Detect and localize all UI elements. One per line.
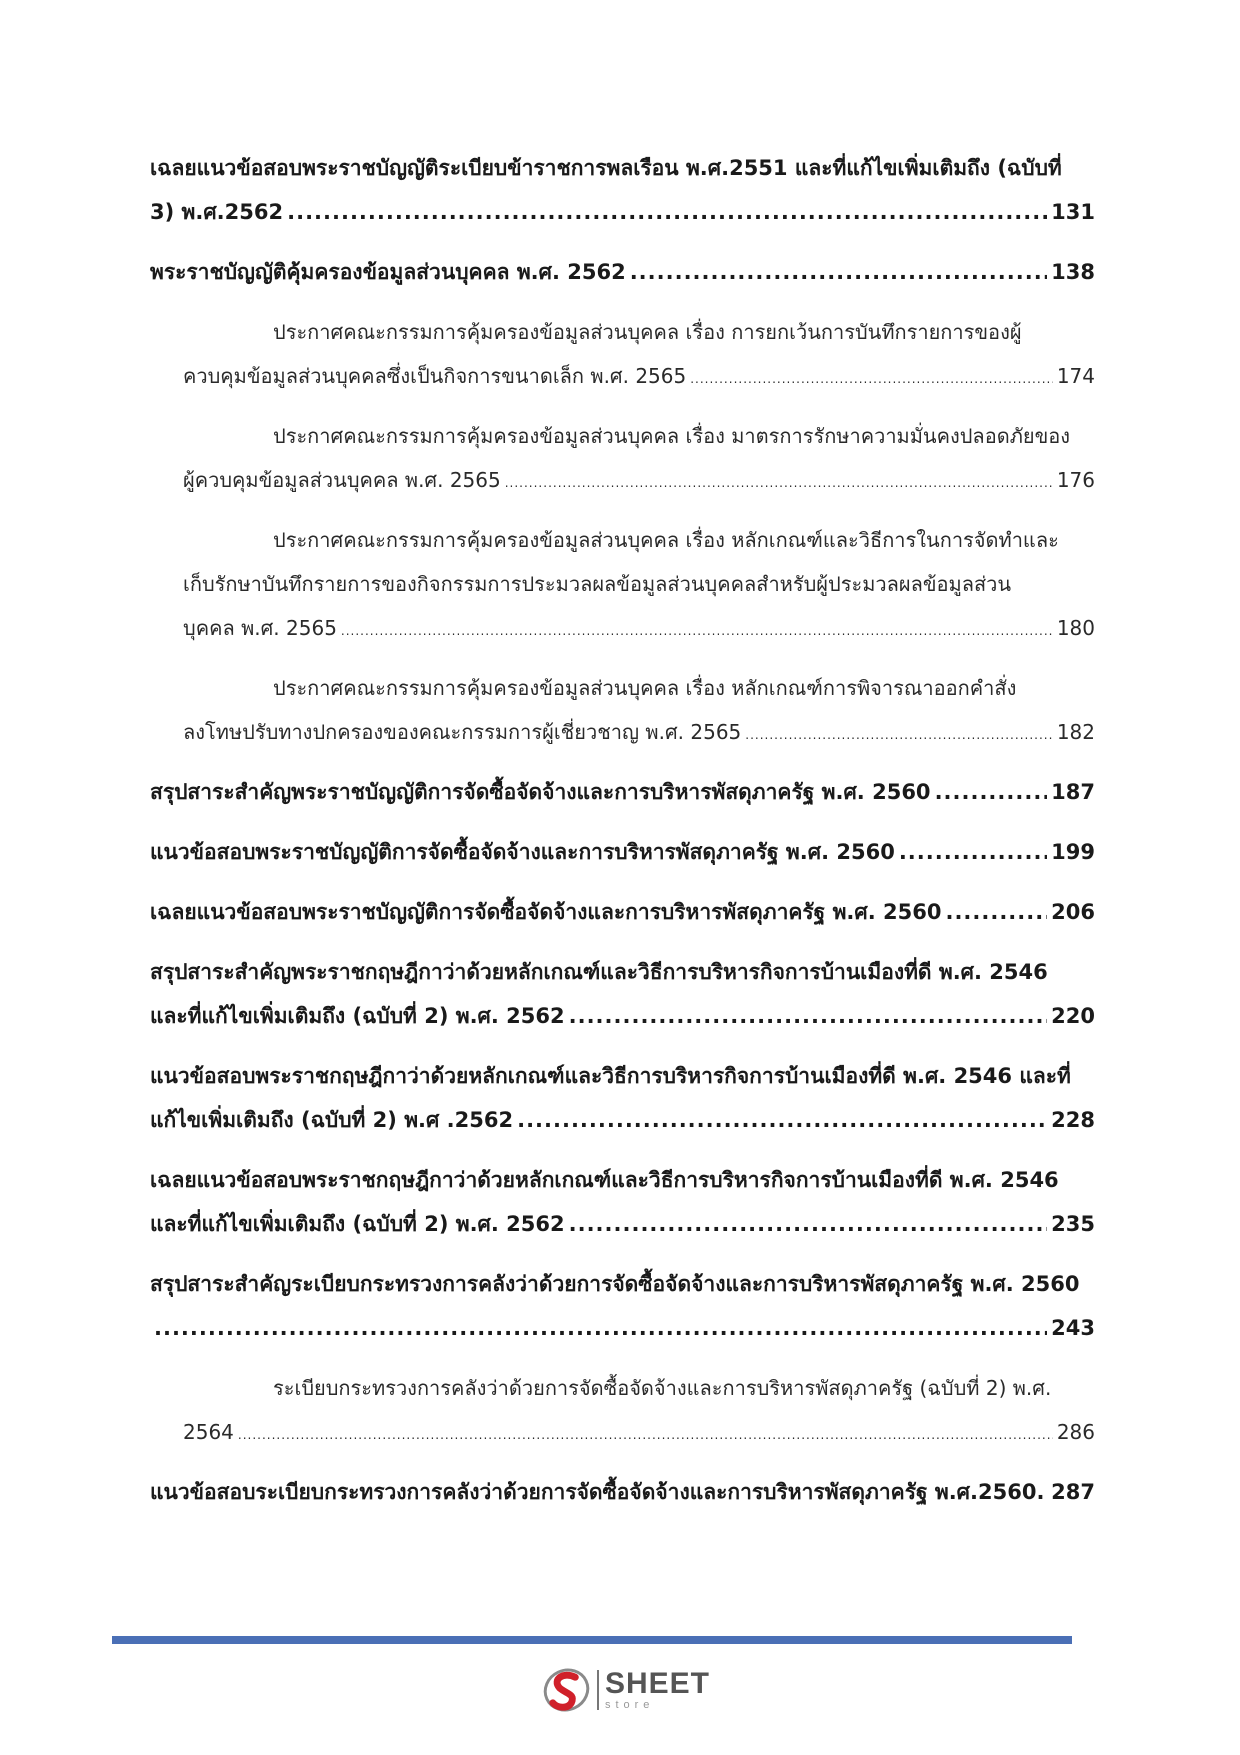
toc-line (150, 354, 1095, 398)
toc-line (150, 1098, 1095, 1142)
toc-line (150, 994, 1095, 1038)
toc-page-number: 180 (1056, 616, 1095, 640)
toc-line (150, 666, 1095, 710)
toc-line (150, 890, 1095, 934)
toc-line (150, 1158, 1095, 1202)
logo-separator (597, 1670, 599, 1710)
toc-subentry[interactable] (150, 310, 1095, 398)
toc-title-text: ประกาศคณะกรรมการคุ้มครองข้อมูลส่วนบุคคล เรื่อง การยกเว้นการบันทึกรายการของผู้ (273, 320, 1022, 344)
toc-entry[interactable] (150, 950, 1095, 1038)
toc-title-text: ประกาศคณะกรรมการคุ้มครองข้อมูลส่วนบุคคล เรื่อง หลักเกณฑ์และวิธีการในการจัดทำและ (273, 528, 1059, 552)
toc-entry[interactable] (150, 890, 1095, 934)
toc-subentry[interactable] (150, 414, 1095, 502)
toc-line (150, 1470, 1095, 1514)
toc-title-text: ประกาศคณะกรรมการคุ้มครองข้อมูลส่วนบุคคล เรื่อง มาตรการรักษาความมั่นคงปลอดภัยของ (273, 424, 1071, 448)
toc-dot-leader (287, 190, 1047, 234)
toc-line (150, 1410, 1095, 1454)
toc-dot-leader (341, 609, 1053, 653)
toc-title-text: เฉลยแนวข้อสอบพระราชบัญญัติระเบียบข้าราชการพลเรือน พ.ศ.2551 และที่แก้ไขเพิ่มเติมถึง (ฉบับที่ (150, 156, 1062, 180)
toc-page-number: 220 (1051, 1004, 1095, 1028)
toc-title-text: แนวข้อสอบพระราชบัญญัติการจัดซื้อจัดจ้างและการบริหารพัสดุภาครัฐ พ.ศ. 2560 (150, 840, 895, 864)
toc-dot-leader (154, 1306, 1047, 1350)
toc-title-text: เก็บรักษาบันทึกรายการของกิจกรรมการประมวลผลข้อมูลส่วนบุคคลสำหรับผู้ประมวลผลข้อมูลส่วน (183, 572, 1012, 596)
toc-title-text: ลงโทษปรับทางปกครองของคณะกรรมการผู้เชี่ยวชาญ พ.ศ. 2565 (183, 720, 742, 744)
toc-page-number: 176 (1056, 468, 1095, 492)
toc-line (150, 1366, 1095, 1410)
footer-rule (112, 1636, 1072, 1644)
sheet-store-logo-icon (540, 1663, 593, 1717)
table-of-contents (150, 146, 1095, 1530)
toc-entry[interactable] (150, 146, 1095, 234)
toc-title-text: ประกาศคณะกรรมการคุ้มครองข้อมูลส่วนบุคคล เรื่อง หลักเกณฑ์การพิจารณาออกคำสั่ง (273, 676, 1017, 700)
toc-title-text: พระราชบัญญัติคุ้มครองข้อมูลส่วนบุคคล พ.ศ. 2562 (150, 260, 626, 284)
toc-dot-leader (569, 994, 1048, 1038)
toc-title-text: 2564 (183, 1420, 234, 1444)
toc-page-number: 206 (1051, 900, 1095, 924)
toc-subentry[interactable] (150, 518, 1095, 650)
logo-name: SHEET (604, 1667, 710, 1700)
toc-line (150, 458, 1095, 502)
toc-entry[interactable] (150, 830, 1095, 874)
toc-dot-leader (899, 830, 1047, 874)
logo-subtitle: store (604, 1699, 655, 1711)
toc-title-text: สรุปสาระสำคัญระเบียบกระทรวงการคลังว่าด้วยการจัดซื้อจัดจ้างและการบริหารพัสดุภาครัฐ พ.ศ. 2560 (150, 1272, 1080, 1296)
toc-title-text: แนวข้อสอบระเบียบกระทรวงการคลังว่าด้วยการจัดซื้อจัดจ้างและการบริหารพัสดุภาครัฐ พ.ศ.2560. (150, 1480, 1045, 1504)
toc-page-number: 174 (1056, 364, 1095, 388)
toc-page-number: 228 (1051, 1108, 1095, 1132)
toc-title-text: และที่แก้ไขเพิ่มเติมถึง (ฉบับที่ 2) พ.ศ. 2562 (150, 1212, 565, 1236)
toc-entry[interactable] (150, 1262, 1095, 1350)
toc-entry[interactable] (150, 770, 1095, 814)
toc-dot-leader (945, 890, 1047, 934)
toc-entry[interactable] (150, 1054, 1095, 1142)
toc-line (150, 770, 1095, 814)
toc-line (150, 310, 1095, 354)
toc-subentry[interactable] (150, 1366, 1095, 1454)
toc-title-text: เฉลยแนวข้อสอบพระราชบัญญัติการจัดซื้อจัดจ้างและการบริหารพัสดุภาครัฐ พ.ศ. 2560 (150, 900, 942, 924)
toc-line (150, 710, 1095, 754)
toc-entry[interactable] (150, 1470, 1095, 1514)
toc-line (150, 250, 1095, 294)
toc-line (150, 606, 1095, 650)
toc-title-text: เฉลยแนวข้อสอบพระราชกฤษฎีกาว่าด้วยหลักเกณฑ์และวิธีการบริหารกิจการบ้านเมืองที่ดี พ.ศ. 2546 (150, 1168, 1059, 1192)
toc-dot-leader (690, 357, 1053, 401)
sheet-store-logo (540, 1663, 710, 1717)
toc-title-text: ควบคุมข้อมูลส่วนบุคคลซึ่งเป็นกิจการขนาดเล็ก พ.ศ. 2565 (183, 364, 687, 388)
toc-page-number: 187 (1051, 780, 1095, 804)
toc-line (150, 190, 1095, 234)
toc-entry[interactable] (150, 250, 1095, 294)
toc-line (150, 950, 1095, 994)
toc-page-number: 138 (1051, 260, 1095, 284)
toc-line (150, 1202, 1095, 1246)
toc-page-number: 182 (1056, 720, 1095, 744)
toc-line (150, 1306, 1095, 1350)
toc-title-text: ระเบียบกระทรวงการคลังว่าด้วยการจัดซื้อจัดจ้างและการบริหารพัสดุภาครัฐ (ฉบับที่ 2) พ.ศ. (273, 1376, 1052, 1400)
toc-dot-leader (630, 250, 1047, 294)
toc-title-text: และที่แก้ไขเพิ่มเติมถึง (ฉบับที่ 2) พ.ศ. 2562 (150, 1004, 565, 1028)
toc-title-text: สรุปสาระสำคัญพระราชกฤษฎีกาว่าด้วยหลักเกณฑ์และวิธีการบริหารกิจการบ้านเมืองที่ดี พ.ศ. 2546 (150, 960, 1048, 984)
logo-text (605, 1669, 710, 1711)
toc-dot-leader (569, 1202, 1048, 1246)
toc-line (150, 830, 1095, 874)
toc-page-number: 287 (1051, 1480, 1095, 1504)
toc-title-text: ผู้ควบคุมข้อมูลส่วนบุคคล พ.ศ. 2565 (183, 468, 501, 492)
toc-dot-leader (505, 461, 1053, 505)
toc-line (150, 414, 1095, 458)
toc-dot-leader (935, 770, 1048, 814)
toc-line (150, 518, 1095, 562)
toc-entry[interactable] (150, 1158, 1095, 1246)
toc-line (150, 1054, 1095, 1098)
toc-line (150, 1262, 1095, 1306)
toc-title-text: สรุปสาระสำคัญพระราชบัญญัติการจัดซื้อจัดจ้างและการบริหารพัสดุภาครัฐ พ.ศ. 2560 (150, 780, 931, 804)
toc-title-text: แก้ไขเพิ่มเติมถึง (ฉบับที่ 2) พ.ศ .2562 (150, 1108, 514, 1132)
toc-page-number: 243 (1051, 1316, 1095, 1340)
toc-page-number: 286 (1056, 1420, 1095, 1444)
toc-title-text: 3) พ.ศ.2562 (150, 200, 284, 224)
toc-dot-leader (238, 1413, 1053, 1457)
toc-dot-leader (517, 1098, 1047, 1142)
toc-line (150, 562, 1095, 606)
toc-page-number: 235 (1051, 1212, 1095, 1236)
toc-page-number: 199 (1051, 840, 1095, 864)
toc-title-text: แนวข้อสอบพระราชกฤษฎีกาว่าด้วยหลักเกณฑ์และวิธีการบริหารกิจการบ้านเมืองที่ดี พ.ศ. 2546 และที่ (150, 1064, 1071, 1088)
toc-page-number: 131 (1051, 200, 1095, 224)
toc-dot-leader (745, 713, 1053, 757)
toc-line (150, 146, 1095, 190)
toc-title-text: บุคคล พ.ศ. 2565 (183, 616, 337, 640)
toc-subentry[interactable] (150, 666, 1095, 754)
